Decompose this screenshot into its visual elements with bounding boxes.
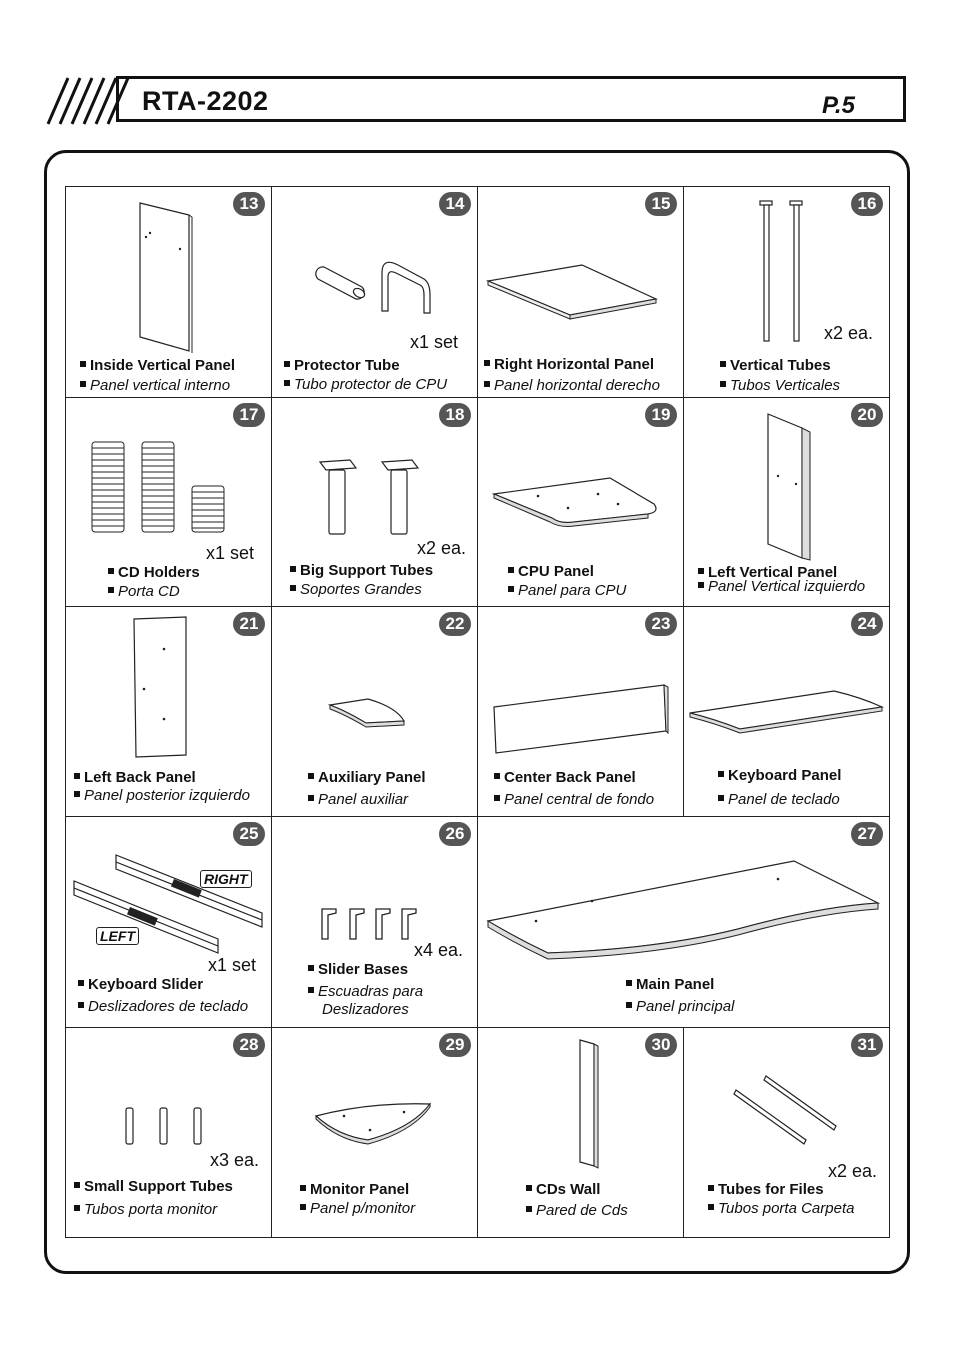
part-sublabel: Panel vertical interno bbox=[90, 377, 231, 394]
part-cell-19 bbox=[477, 397, 684, 607]
part-sublabel: Porta CD bbox=[118, 583, 180, 600]
part-cell-25 bbox=[65, 816, 272, 1028]
part-number-badge: 13 bbox=[233, 192, 265, 216]
part-sublabel: Pared de Cds bbox=[536, 1202, 628, 1219]
part-number-badge: 28 bbox=[233, 1033, 265, 1057]
center-back-panel-drawing bbox=[478, 607, 685, 818]
model-title: RTA-2202 bbox=[142, 86, 269, 116]
part-label: Keyboard Panel bbox=[728, 767, 842, 784]
part-number-badge: 22 bbox=[439, 612, 471, 636]
part-label: Keyboard Slider bbox=[88, 976, 204, 993]
part-quantity: x2 ea. bbox=[824, 323, 874, 343]
part-cell-16 bbox=[683, 186, 890, 398]
part-sublabel: Soportes Grandes bbox=[300, 581, 422, 598]
part-label: CPU Panel bbox=[518, 563, 594, 580]
part-number-badge: 14 bbox=[439, 192, 471, 216]
part-label: Protector Tube bbox=[294, 357, 400, 374]
part-number-badge: 25 bbox=[233, 822, 265, 846]
part-sublabel: Panel central de fondo bbox=[504, 791, 655, 808]
part-sublabel: Panel Vertical izquierdo bbox=[708, 578, 866, 595]
part-number-badge: 26 bbox=[439, 822, 471, 846]
part-label: Auxiliary Panel bbox=[318, 769, 426, 786]
part-number-badge: 30 bbox=[645, 1033, 677, 1057]
right-slider-tag: RIGHT bbox=[200, 870, 252, 888]
part-number-badge: 23 bbox=[645, 612, 677, 636]
part-sublabel-line2: Deslizadores bbox=[322, 1001, 409, 1018]
part-cell-17 bbox=[65, 397, 272, 607]
part-sublabel: Tubo protector de CPU bbox=[294, 376, 448, 393]
part-cell-27 bbox=[477, 816, 890, 1028]
part-cell-23 bbox=[477, 606, 684, 817]
part-number-badge: 20 bbox=[851, 403, 883, 427]
part-number-badge: 27 bbox=[851, 822, 883, 846]
part-number-badge: 19 bbox=[645, 403, 677, 427]
part-sublabel: Panel para CPU bbox=[518, 582, 627, 599]
part-number-badge: 18 bbox=[439, 403, 471, 427]
part-label: CDs Wall bbox=[536, 1181, 601, 1198]
part-sublabel: Panel principal bbox=[636, 998, 735, 1015]
part-label: Left Back Panel bbox=[84, 769, 196, 786]
part-sublabel: Panel horizontal derecho bbox=[494, 377, 660, 394]
part-sublabel: Deslizadores de teclado bbox=[88, 998, 249, 1015]
part-label: CD Holders bbox=[118, 564, 200, 581]
auxiliary-panel-drawing bbox=[272, 607, 479, 818]
part-cell-18 bbox=[271, 397, 478, 607]
part-quantity: x2 ea. bbox=[828, 1161, 878, 1181]
part-sublabel: Tubos porta monitor bbox=[84, 1201, 218, 1218]
part-label: Vertical Tubes bbox=[730, 357, 831, 374]
part-label: Right Horizontal Panel bbox=[494, 356, 655, 373]
part-sublabel: Panel de teclado bbox=[728, 791, 840, 808]
part-quantity: x4 ea. bbox=[414, 940, 464, 960]
part-number-badge: 16 bbox=[851, 192, 883, 216]
part-label: Left Vertical Panel bbox=[708, 564, 838, 581]
part-label: Small Support Tubes bbox=[84, 1178, 233, 1195]
part-cell-14 bbox=[271, 186, 478, 398]
part-quantity: x1 set bbox=[208, 955, 257, 975]
part-number-badge: 21 bbox=[233, 612, 265, 636]
part-number-badge: 17 bbox=[233, 403, 265, 427]
part-label: Inside Vertical Panel bbox=[90, 357, 236, 374]
part-cell-21 bbox=[65, 606, 272, 817]
part-sublabel: Panel posterior izquierdo bbox=[84, 787, 250, 804]
part-cell-20 bbox=[683, 397, 890, 607]
part-cell-13 bbox=[65, 186, 272, 398]
part-label: Slider Bases bbox=[318, 961, 409, 978]
part-quantity: x1 set bbox=[410, 332, 459, 352]
part-cell-31 bbox=[683, 1027, 890, 1238]
part-sublabel: Escuadras para bbox=[318, 983, 424, 1000]
part-sublabel: Tubos porta Carpeta bbox=[718, 1200, 855, 1217]
keyboard-panel-drawing bbox=[684, 607, 891, 818]
part-number-badge: 24 bbox=[851, 612, 883, 636]
part-quantity: x1 set bbox=[206, 543, 255, 563]
part-cell-15 bbox=[477, 186, 684, 398]
part-number-badge: 31 bbox=[851, 1033, 883, 1057]
part-quantity: x3 ea. bbox=[210, 1150, 260, 1170]
part-label: Main Panel bbox=[636, 976, 715, 993]
part-label: Center Back Panel bbox=[504, 769, 636, 786]
part-cell-26 bbox=[271, 816, 478, 1028]
part-number-badge: 29 bbox=[439, 1033, 471, 1057]
part-label: Monitor Panel bbox=[310, 1181, 410, 1198]
part-cell-22 bbox=[271, 606, 478, 817]
left-slider-tag: LEFT bbox=[96, 927, 139, 945]
part-sublabel: Panel p/monitor bbox=[310, 1200, 416, 1217]
part-label: Big Support Tubes bbox=[300, 562, 434, 579]
part-number-badge: 15 bbox=[645, 192, 677, 216]
part-sublabel: Panel auxiliar bbox=[318, 791, 409, 808]
part-quantity: x2 ea. bbox=[417, 538, 467, 558]
part-cell-29 bbox=[271, 1027, 478, 1238]
part-sublabel: Tubos Verticales bbox=[730, 377, 841, 394]
page-number: P.5 bbox=[822, 92, 855, 119]
part-cell-28 bbox=[65, 1027, 272, 1238]
part-cell-24 bbox=[683, 606, 890, 817]
part-label: Tubes for Files bbox=[718, 1181, 824, 1198]
part-cell-30 bbox=[477, 1027, 684, 1238]
